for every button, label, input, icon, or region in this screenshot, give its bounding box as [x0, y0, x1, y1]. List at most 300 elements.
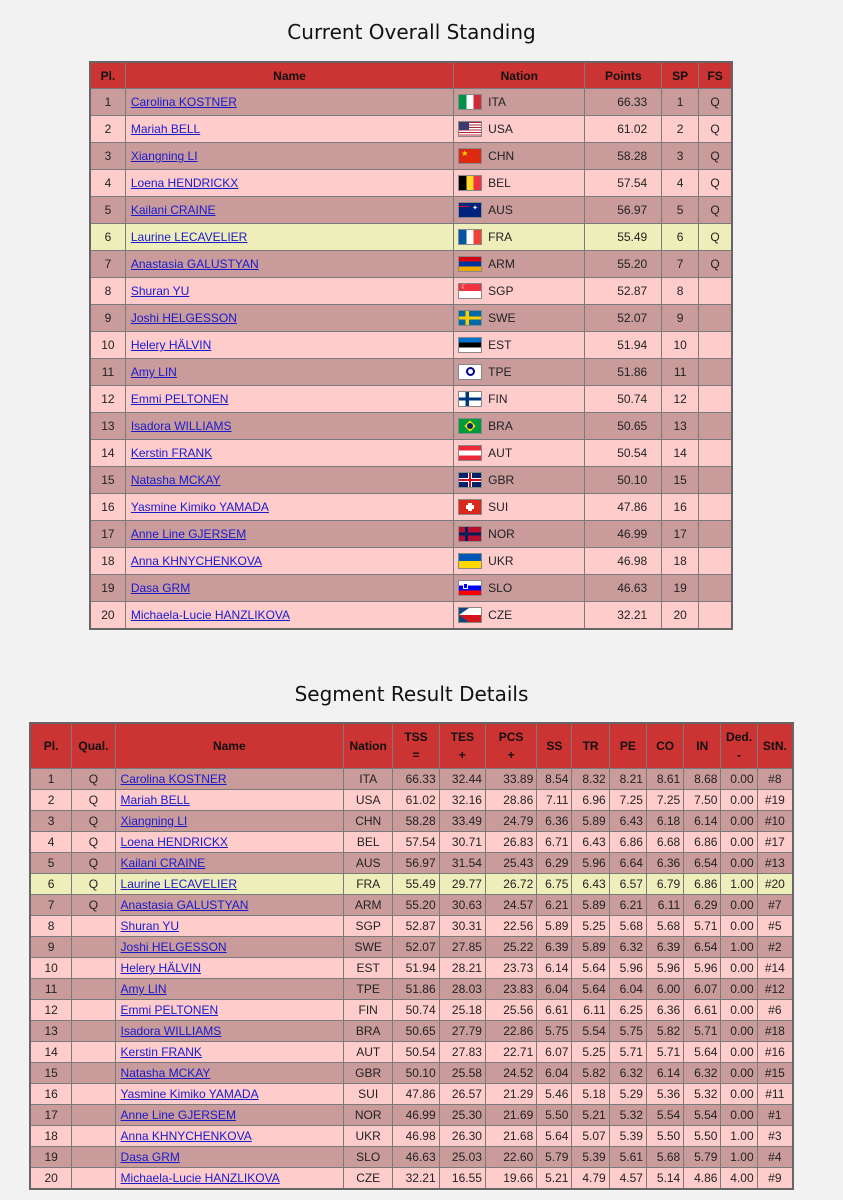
skater-name-link[interactable]: Isadora WILLIAMS [130, 419, 232, 433]
flag-icon [458, 553, 482, 569]
seg-stn: #17 [757, 832, 793, 853]
flag-icon [458, 607, 482, 623]
seg-qual: Q [72, 895, 115, 916]
skater-name-link[interactable]: Kailani CRAINE [120, 856, 206, 870]
seg-place: 8 [30, 916, 72, 937]
skater-name-link[interactable]: Anastasia GALUSTYAN [130, 257, 259, 271]
overall-fs-qual: Q [699, 116, 732, 143]
seg-tes: 25.03 [439, 1147, 485, 1168]
seg-nation: CHN [344, 811, 393, 832]
seg-tr: 4.79 [572, 1168, 609, 1190]
seg-tss: 61.02 [393, 790, 439, 811]
seg-tss: 55.20 [393, 895, 439, 916]
overall-points: 32.21 [585, 602, 662, 630]
skater-name-link[interactable]: Shuran YU [120, 919, 180, 933]
skater-name-link[interactable]: Joshi HELGESSON [130, 311, 237, 325]
seg-col-ded-header [721, 723, 757, 769]
seg-tr: 5.07 [572, 1126, 609, 1147]
seg-co: 6.00 [646, 979, 683, 1000]
overall-nation-cell [454, 521, 585, 548]
overall-name-cell [125, 197, 453, 224]
skater-name-link[interactable]: Carolina KOSTNER [130, 95, 237, 109]
overall-nation-cell [454, 602, 585, 630]
overall-points: 55.49 [585, 224, 662, 251]
overall-nation-cell [454, 143, 585, 170]
nation-code: CZE [488, 608, 513, 622]
seg-name-cell [115, 958, 343, 979]
seg-nation: GBR [344, 1063, 393, 1084]
seg-in: 6.86 [684, 874, 721, 895]
seg-place: 10 [30, 958, 72, 979]
seg-qual [72, 916, 115, 937]
seg-col-qual-header: Qual. [72, 723, 115, 769]
seg-pe: 6.57 [609, 874, 646, 895]
seg-ss: 6.36 [537, 811, 572, 832]
overall-row [90, 413, 732, 440]
overall-place: 2 [90, 116, 125, 143]
overall-nation-cell [454, 413, 585, 440]
overall-row [90, 143, 732, 170]
overall-points: 50.65 [585, 413, 662, 440]
overall-points: 58.28 [585, 143, 662, 170]
segment-header-row [30, 723, 793, 769]
overall-name-cell [125, 413, 453, 440]
seg-tss: 50.74 [393, 1000, 439, 1021]
overall-nation-cell [454, 440, 585, 467]
overall-place: 20 [90, 602, 125, 630]
seg-in: 8.68 [684, 769, 721, 790]
seg-co: 7.25 [646, 790, 683, 811]
overall-points: 50.54 [585, 440, 662, 467]
seg-tes: 25.18 [439, 1000, 485, 1021]
seg-pe: 7.25 [609, 790, 646, 811]
seg-pe: 4.57 [609, 1168, 646, 1190]
seg-tes: 27.79 [439, 1021, 485, 1042]
flag-icon [458, 364, 482, 380]
overall-row [90, 386, 732, 413]
seg-pcs: 22.56 [485, 916, 536, 937]
seg-co: 6.11 [646, 895, 683, 916]
overall-place: 16 [90, 494, 125, 521]
skater-name-link[interactable]: Anastasia GALUSTYAN [120, 898, 249, 912]
seg-nation: AUS [344, 853, 393, 874]
skater-name-link[interactable]: Laurine LECAVELIER [120, 877, 238, 891]
seg-ded: 0.00 [721, 1105, 757, 1126]
overall-nation-cell [454, 332, 585, 359]
seg-tes: 33.49 [439, 811, 485, 832]
skater-name-link[interactable]: Shuran YU [130, 284, 190, 298]
seg-co: 6.18 [646, 811, 683, 832]
nation-code: AUS [488, 203, 513, 217]
seg-name-cell [115, 1000, 343, 1021]
skater-name-link[interactable]: Amy LIN [120, 982, 167, 996]
seg-nation: NOR [344, 1105, 393, 1126]
seg-place: 7 [30, 895, 72, 916]
seg-pcs: 22.60 [485, 1147, 536, 1168]
flag-icon: ☾ [458, 283, 482, 299]
seg-tss: 32.21 [393, 1168, 439, 1190]
overall-row [90, 251, 732, 278]
overall-nation-cell [454, 359, 585, 386]
overall-sp-rank: 20 [662, 602, 699, 630]
overall-place: 11 [90, 359, 125, 386]
overall-name-cell [125, 467, 453, 494]
seg-ded: 0.00 [721, 1021, 757, 1042]
seg-nation: USA [344, 790, 393, 811]
seg-pe: 5.29 [609, 1084, 646, 1105]
tss-sub: = [412, 748, 420, 762]
skater-name-link[interactable]: Emmi PELTONEN [120, 1003, 219, 1017]
seg-tr: 5.25 [572, 1042, 609, 1063]
seg-tr: 8.32 [572, 769, 609, 790]
skater-name-link[interactable]: Dasa GRM [120, 1150, 180, 1164]
flag-icon [458, 418, 482, 434]
seg-in: 5.96 [684, 958, 721, 979]
seg-ss: 5.89 [537, 916, 572, 937]
skater-name-link[interactable]: Michaela-Lucie HANZLIKOVA [120, 1171, 280, 1185]
seg-ded: 1.00 [721, 937, 757, 958]
overall-points: 46.63 [585, 575, 662, 602]
seg-qual: Q [72, 790, 115, 811]
skater-name-link[interactable]: Dasa GRM [130, 581, 191, 595]
seg-pcs: 19.66 [485, 1168, 536, 1190]
overall-fs-qual [699, 332, 732, 359]
segment-row [30, 853, 793, 874]
segment-row [30, 958, 793, 979]
skater-name-link[interactable]: Anne Line GJERSEM [130, 527, 247, 541]
overall-fs-qual [699, 413, 732, 440]
overall-name-cell [125, 440, 453, 467]
seg-tes: 27.83 [439, 1042, 485, 1063]
skater-name-link[interactable]: Carolina KOSTNER [120, 772, 227, 786]
seg-qual: Q [72, 853, 115, 874]
flag-icon [458, 391, 482, 407]
seg-stn: #10 [757, 811, 793, 832]
seg-stn: #13 [757, 853, 793, 874]
seg-tes: 28.21 [439, 958, 485, 979]
seg-ss: 6.14 [537, 958, 572, 979]
seg-name-cell [115, 769, 343, 790]
seg-tes: 16.55 [439, 1168, 485, 1190]
seg-tss: 55.49 [393, 874, 439, 895]
skater-name-link[interactable]: Anna KHNYCHENKOVA [120, 1129, 252, 1143]
overall-sp-rank: 15 [662, 467, 699, 494]
seg-ded: 0.00 [721, 1063, 757, 1084]
overall-name-cell [125, 305, 453, 332]
seg-nation: TPE [344, 979, 393, 1000]
seg-place: 9 [30, 937, 72, 958]
seg-col-tss-header [393, 723, 439, 769]
seg-place: 6 [30, 874, 72, 895]
seg-ded: 1.00 [721, 1147, 757, 1168]
segment-row [30, 1105, 793, 1126]
seg-tr: 6.11 [572, 1000, 609, 1021]
seg-place: 2 [30, 790, 72, 811]
seg-co: 5.68 [646, 916, 683, 937]
skater-name-link[interactable]: Kerstin FRANK [120, 1045, 202, 1059]
overall-place: 12 [90, 386, 125, 413]
seg-tes: 28.03 [439, 979, 485, 1000]
seg-tss: 56.97 [393, 853, 439, 874]
overall-sp-rank: 14 [662, 440, 699, 467]
flag-icon [458, 337, 482, 353]
seg-tr: 5.64 [572, 979, 609, 1000]
seg-pe: 6.25 [609, 1000, 646, 1021]
skater-name-link[interactable]: Amy LIN [130, 365, 177, 379]
overall-points: 61.02 [585, 116, 662, 143]
col-points-header: Points [585, 62, 662, 89]
skater-name-link[interactable]: Isadora WILLIAMS [120, 1024, 222, 1038]
skater-name-link[interactable]: Kerstin FRANK [130, 446, 213, 460]
seg-stn: #7 [757, 895, 793, 916]
segment-row [30, 769, 793, 790]
skater-name-link[interactable]: Joshi HELGESSON [120, 940, 227, 954]
overall-fs-qual: Q [699, 197, 732, 224]
flag-icon [458, 526, 482, 542]
skater-name-link[interactable]: Emmi PELTONEN [130, 392, 229, 406]
seg-tss: 52.07 [393, 937, 439, 958]
nation-code: BRA [488, 419, 513, 433]
overall-place: 8 [90, 278, 125, 305]
nation-code: SLO [488, 581, 513, 595]
overall-fs-qual: Q [699, 89, 732, 116]
seg-col-ss-header: SS [537, 723, 572, 769]
overall-name-cell [125, 521, 453, 548]
overall-name-cell [125, 548, 453, 575]
overall-name-cell [125, 89, 453, 116]
overall-row [90, 170, 732, 197]
seg-qual [72, 979, 115, 1000]
seg-in: 6.54 [684, 937, 721, 958]
nation-code: ARM [488, 257, 515, 271]
overall-row [90, 116, 732, 143]
seg-stn: #9 [757, 1168, 793, 1190]
skater-name-link[interactable]: Natasha MCKAY [120, 1066, 211, 1080]
overall-nation-cell [454, 494, 585, 521]
nation-code: CHN [488, 149, 515, 163]
skater-name-link[interactable]: Natasha MCKAY [130, 473, 221, 487]
flag-icon [458, 229, 482, 245]
seg-ss: 6.61 [537, 1000, 572, 1021]
overall-place: 1 [90, 89, 125, 116]
overall-name-cell [125, 170, 453, 197]
nation-code: GBR [488, 473, 515, 487]
seg-nation: FRA [344, 874, 393, 895]
overall-row [90, 494, 732, 521]
skater-name-link[interactable]: Kailani CRAINE [130, 203, 216, 217]
seg-stn: #5 [757, 916, 793, 937]
overall-sp-rank: 17 [662, 521, 699, 548]
seg-in: 6.54 [684, 853, 721, 874]
seg-stn: #20 [757, 874, 793, 895]
overall-name-cell [125, 494, 453, 521]
overall-fs-qual [699, 521, 732, 548]
overall-name-cell [125, 602, 453, 630]
seg-co: 5.36 [646, 1084, 683, 1105]
segment-row [30, 811, 793, 832]
skater-name-link[interactable]: Loena HENDRICKX [130, 176, 239, 190]
seg-nation: SGP [344, 916, 393, 937]
nation-code: FRA [488, 230, 513, 244]
skater-name-link[interactable]: Yasmine Kimiko YAMADA [130, 500, 269, 514]
overall-points: 66.33 [585, 89, 662, 116]
seg-place: 12 [30, 1000, 72, 1021]
overall-sp-rank: 16 [662, 494, 699, 521]
overall-points: 46.99 [585, 521, 662, 548]
seg-tss: 46.99 [393, 1105, 439, 1126]
seg-tes: 27.85 [439, 937, 485, 958]
seg-pcs: 26.83 [485, 832, 536, 853]
seg-tr: 5.82 [572, 1063, 609, 1084]
seg-stn: #14 [757, 958, 793, 979]
segment-row [30, 1126, 793, 1147]
seg-stn: #12 [757, 979, 793, 1000]
seg-tr: 5.18 [572, 1084, 609, 1105]
skater-name-link[interactable]: Mariah BELL [120, 793, 190, 807]
seg-pcs: 23.83 [485, 979, 536, 1000]
seg-tss: 50.65 [393, 1021, 439, 1042]
seg-ss: 5.75 [537, 1021, 572, 1042]
seg-pcs: 24.79 [485, 811, 536, 832]
skater-name-link[interactable]: Helery HÄLVIN [130, 338, 212, 352]
seg-co: 6.68 [646, 832, 683, 853]
tes-sub: + [458, 748, 466, 762]
nation-code: USA [488, 122, 513, 136]
seg-place: 19 [30, 1147, 72, 1168]
nation-code: TPE [488, 365, 512, 379]
seg-tes: 32.44 [439, 769, 485, 790]
overall-place: 3 [90, 143, 125, 170]
seg-ded: 0.00 [721, 1000, 757, 1021]
seg-qual [72, 1021, 115, 1042]
overall-sp-rank: 2 [662, 116, 699, 143]
overall-fs-qual [699, 494, 732, 521]
seg-in: 4.86 [684, 1168, 721, 1190]
seg-tes: 25.30 [439, 1105, 485, 1126]
overall-fs-qual [699, 467, 732, 494]
seg-co: 6.36 [646, 853, 683, 874]
flag-icon: ✦ [458, 202, 482, 218]
overall-fs-qual: Q [699, 251, 732, 278]
seg-pcs: 24.52 [485, 1063, 536, 1084]
seg-ss: 6.04 [537, 1063, 572, 1084]
seg-qual [72, 1147, 115, 1168]
seg-name-cell [115, 1084, 343, 1105]
seg-tr: 6.96 [572, 790, 609, 811]
overall-sp-rank: 7 [662, 251, 699, 278]
seg-name-cell [115, 916, 343, 937]
overall-name-cell [125, 278, 453, 305]
overall-name-cell [125, 116, 453, 143]
seg-qual [72, 1042, 115, 1063]
segment-row [30, 1042, 793, 1063]
seg-pe: 6.64 [609, 853, 646, 874]
seg-col-pe-header: PE [609, 723, 646, 769]
overall-nation-cell [454, 251, 585, 278]
overall-place: 15 [90, 467, 125, 494]
skater-name-link[interactable]: Mariah BELL [130, 122, 201, 136]
skater-name-link[interactable]: Loena HENDRICKX [120, 835, 228, 849]
flag-icon [458, 310, 482, 326]
seg-co: 6.36 [646, 1000, 683, 1021]
seg-in: 6.14 [684, 811, 721, 832]
segment-row [30, 1147, 793, 1168]
seg-pcs: 21.68 [485, 1126, 536, 1147]
seg-stn: #6 [757, 1000, 793, 1021]
skater-name-link[interactable]: Anna KHNYCHENKOVA [130, 554, 262, 568]
skater-name-link[interactable]: Xiangning LI [120, 814, 188, 828]
seg-tes: 26.57 [439, 1084, 485, 1105]
ded-sub: - [737, 748, 742, 762]
seg-qual [72, 958, 115, 979]
seg-qual [72, 1084, 115, 1105]
flag-icon [458, 256, 482, 272]
skater-name-link[interactable]: Laurine LECAVELIER [130, 230, 248, 244]
seg-ded: 0.00 [721, 853, 757, 874]
seg-ss: 6.21 [537, 895, 572, 916]
seg-place: 3 [30, 811, 72, 832]
overall-fs-qual: Q [699, 143, 732, 170]
overall-row [90, 575, 732, 602]
seg-ss: 6.71 [537, 832, 572, 853]
seg-in: 6.32 [684, 1063, 721, 1084]
segment-row [30, 1000, 793, 1021]
overall-header-row [90, 62, 732, 89]
overall-nation-cell [454, 305, 585, 332]
overall-name-cell [125, 332, 453, 359]
skater-name-link[interactable]: Xiangning LI [130, 149, 198, 163]
seg-co: 5.50 [646, 1126, 683, 1147]
overall-points: 55.20 [585, 251, 662, 278]
segment-row [30, 790, 793, 811]
flag-icon [458, 175, 482, 191]
seg-nation: SWE [344, 937, 393, 958]
overall-place: 5 [90, 197, 125, 224]
seg-pcs: 25.56 [485, 1000, 536, 1021]
seg-col-nation-header: Nation [344, 723, 393, 769]
seg-tes: 31.54 [439, 853, 485, 874]
overall-nation-cell [454, 89, 585, 116]
flag-icon [458, 121, 482, 137]
seg-in: 6.07 [684, 979, 721, 1000]
seg-co: 6.14 [646, 1063, 683, 1084]
seg-nation: UKR [344, 1126, 393, 1147]
col-fs-header: FS [699, 62, 732, 89]
seg-in: 6.29 [684, 895, 721, 916]
seg-qual [72, 937, 115, 958]
skater-name-link[interactable]: Michaela-Lucie HANZLIKOVA [130, 608, 291, 622]
seg-name-cell [115, 937, 343, 958]
seg-tr: 5.25 [572, 916, 609, 937]
seg-pcs: 22.86 [485, 1021, 536, 1042]
seg-pcs: 23.73 [485, 958, 536, 979]
seg-qual: Q [72, 832, 115, 853]
seg-pe: 6.43 [609, 811, 646, 832]
overall-row [90, 467, 732, 494]
flag-icon: ★ [458, 148, 482, 164]
overall-nation-cell [454, 386, 585, 413]
seg-pe: 5.39 [609, 1126, 646, 1147]
seg-place: 17 [30, 1105, 72, 1126]
seg-co: 5.71 [646, 1042, 683, 1063]
overall-name-cell [125, 224, 453, 251]
skater-name-link[interactable]: Yasmine Kimiko YAMADA [120, 1087, 259, 1101]
seg-tss: 66.33 [393, 769, 439, 790]
overall-nation-cell [454, 116, 585, 143]
skater-name-link[interactable]: Anne Line GJERSEM [120, 1108, 236, 1122]
skater-name-link[interactable]: Helery HÄLVIN [120, 961, 202, 975]
seg-name-cell [115, 895, 343, 916]
